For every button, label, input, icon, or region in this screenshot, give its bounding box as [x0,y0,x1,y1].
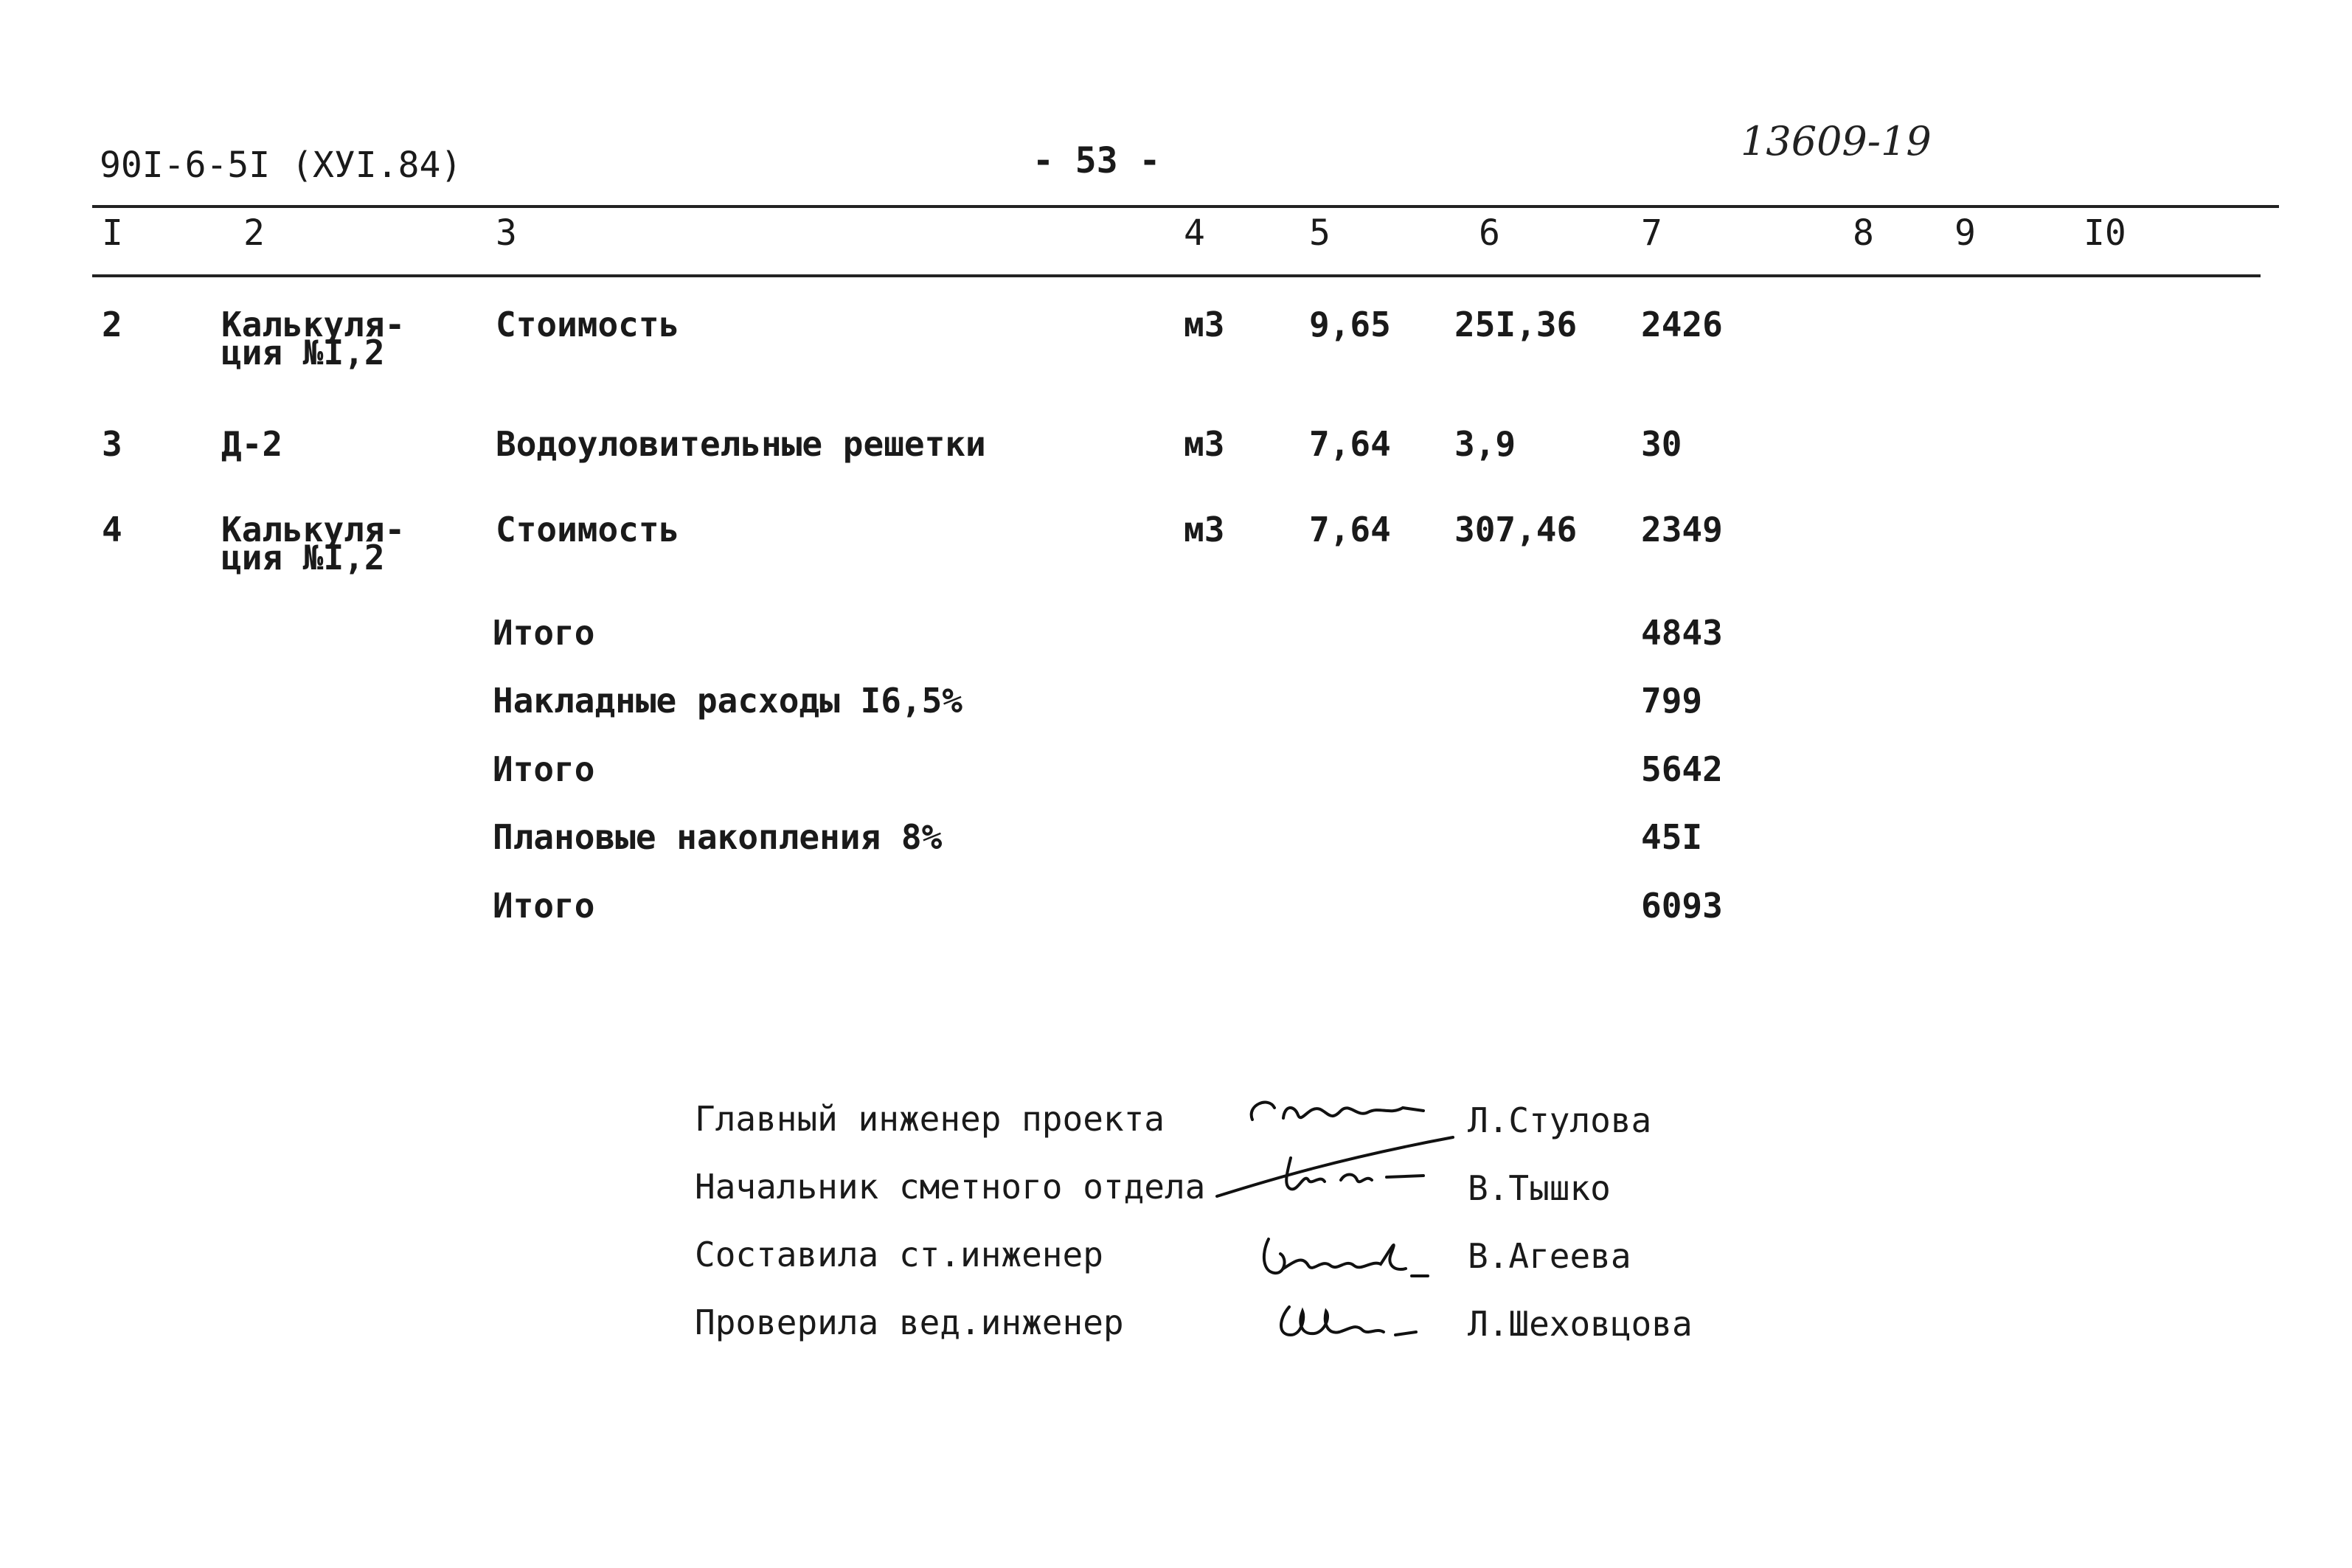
summary-value: 799 [1641,681,1703,721]
page-number: - 53 - [1033,140,1161,181]
table-row-quantity: 9,65 [1309,305,1391,344]
summary-label: Накладные расходы I6,5% [493,681,962,721]
column-number-7: 7 [1641,212,1662,254]
table-row-quantity: 7,64 [1309,424,1391,464]
column-number-6: 6 [1479,212,1500,254]
summary-label: Итого [493,613,595,653]
summary-label: Итого [493,749,595,789]
summary-label: Плановые накопления 8% [493,817,943,857]
table-row-price: 3,9 [1454,424,1516,464]
summary-value: 5642 [1641,749,1723,789]
table-row-basis-line2: ция №I,2 [221,333,385,372]
table-row-basis-line1: Калькуля- [221,510,406,549]
summary-label: Итого [493,886,595,926]
table-row-unit: м3 [1184,510,1225,549]
signature-role: Начальник сметного отдела [695,1167,1206,1207]
table-row-name: Водоуловительные решетки [496,424,986,464]
table-row-total: 30 [1641,424,1682,464]
table-row-number: 2 [102,305,122,344]
column-number-3: 3 [496,212,517,254]
column-number-1: I [102,212,123,254]
table-row-basis-line2: ция №I,2 [221,538,385,577]
table-row-total: 2349 [1641,510,1723,549]
column-number-10: I0 [2084,212,2126,254]
table-row-name: Стоимость [496,510,680,549]
table-row-price: 307,46 [1454,510,1578,549]
table-row-basis-line1: Д-2 [221,424,283,464]
table-row-total: 2426 [1641,305,1723,344]
handwritten-signature-2 [1210,1128,1460,1202]
column-number-8: 8 [1853,212,1874,254]
handwritten-signature-4 [1269,1289,1431,1348]
table-row-unit: м3 [1184,424,1225,464]
signature-name: В.Тышко [1468,1168,1611,1208]
table-header-rule [92,274,2261,277]
table-row-quantity: 7,64 [1309,510,1391,549]
table-row-unit: м3 [1184,305,1225,344]
table-row-price: 25I,36 [1454,305,1578,344]
summary-value: 6093 [1641,886,1723,926]
signature-name: Л.Стулова [1468,1100,1652,1140]
table-row-number: 3 [102,424,122,464]
column-number-4: 4 [1184,212,1205,254]
signature-role: Составила ст.инженер [695,1235,1103,1274]
summary-value: 45I [1641,817,1703,857]
column-number-9: 9 [1954,212,1976,254]
document-code: 90I-6-5I (XУI.84) [100,145,462,186]
table-row-basis-line1: Калькуля- [221,305,406,344]
signature-name: Л.Шеховцова [1468,1304,1693,1344]
signature-role: Главный инженер проекта [695,1099,1165,1139]
column-number-2: 2 [243,212,265,254]
table-row-number: 4 [102,510,122,549]
table-row-name: Стоимость [496,305,680,344]
signature-role: Проверила вед.инженер [695,1302,1124,1342]
table-top-rule [92,205,2279,208]
summary-value: 4843 [1641,613,1723,653]
signature-name: В.Агеева [1468,1236,1631,1276]
reference-number: 13609-19 [1741,118,1932,164]
handwritten-signature-3 [1254,1217,1446,1283]
column-number-5: 5 [1309,212,1331,254]
